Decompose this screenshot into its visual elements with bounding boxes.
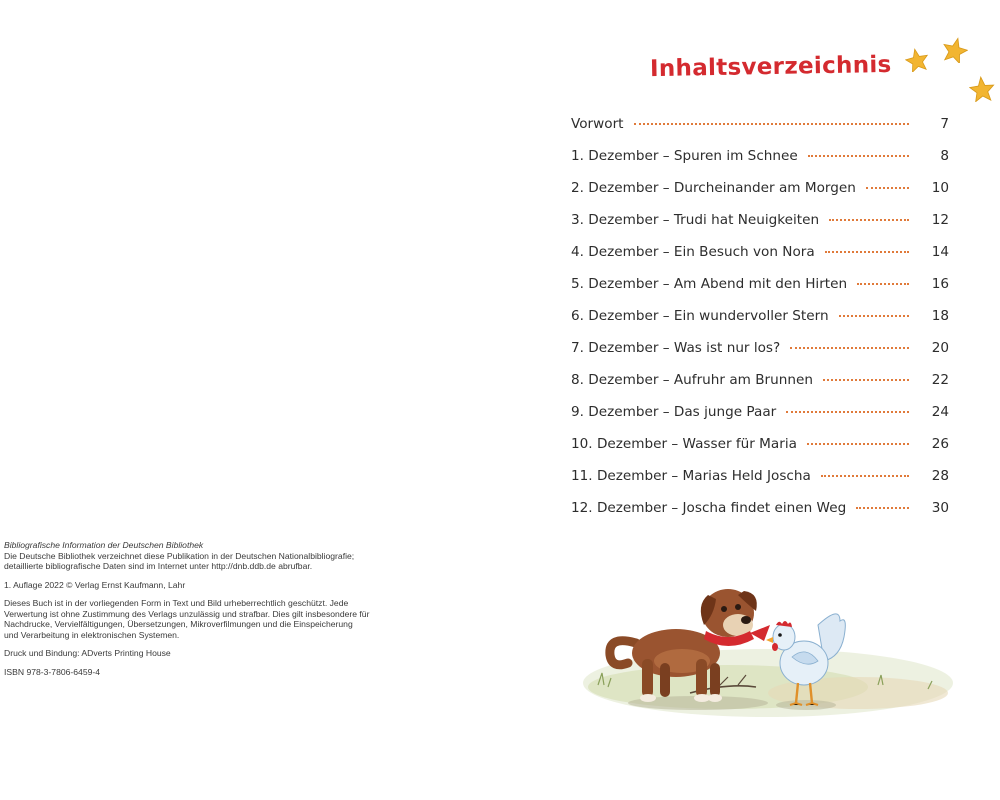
copyright-line: und Verarbeitung in elektronischen Systemen. xyxy=(4,629,180,640)
toc-entry-page: 18 xyxy=(931,308,949,324)
toc-entry xyxy=(571,340,949,372)
edition-line: 1. Auflage 2022 © Verlag Ernst Kaufmann, Lahr xyxy=(4,579,186,590)
toc-entry-page: 24 xyxy=(931,404,949,420)
toc-entry xyxy=(571,436,949,468)
toc-entry-page: 14 xyxy=(931,244,949,260)
toc-entry-label: 5. Dezember – Am Abend mit den Hirten xyxy=(571,276,848,292)
toc-entry-page: 8 xyxy=(940,148,949,164)
toc-entry xyxy=(571,276,949,308)
toc-dot-leader xyxy=(856,506,909,509)
toc-entry-page: 22 xyxy=(931,372,949,388)
toc-entry-page: 16 xyxy=(931,276,949,292)
toc-entry xyxy=(571,116,949,148)
toc-entry-label: 12. Dezember – Joscha findet einen Weg xyxy=(571,500,847,516)
toc-entry-page: 20 xyxy=(931,340,949,356)
toc-entry-label: 4. Dezember – Ein Besuch von Nora xyxy=(571,244,815,260)
toc-title: Inhaltsverzeichnis xyxy=(649,51,892,83)
toc-entry-label: 8. Dezember – Aufruhr am Brunnen xyxy=(571,372,813,388)
print-line: Druck und Bindung: ADverts Printing House xyxy=(4,648,171,658)
toc-dot-leader xyxy=(821,474,909,477)
toc-dot-leader xyxy=(808,154,909,157)
toc-entry xyxy=(571,500,949,532)
toc-entry xyxy=(571,468,949,500)
toc-entry-page: 12 xyxy=(931,212,949,228)
toc-entry xyxy=(571,244,949,276)
bibliographic-info-line: Die Deutsche Bibliothek verzeichnet diese Publikation in der Deutschen Nationalbibliografie; xyxy=(4,550,355,561)
copyright-line: Nachdrucke, Vervielfältigungen, Übersetzungen, Mikroverfilmungen und die Einspeicherung xyxy=(4,619,353,629)
copyright-notice xyxy=(4,598,424,640)
star-icon xyxy=(905,48,929,72)
copyright-line: Dieses Buch ist in der vorliegenden Form in Text und Bild urheberrechtlich geschützt. Jede xyxy=(4,598,349,608)
toc-dot-leader xyxy=(866,186,909,189)
toc-entry-page: 30 xyxy=(931,500,949,516)
toc-dot-leader xyxy=(790,346,909,349)
toc-entry xyxy=(571,148,949,180)
copyright-line: Verwertung ist ohne Zustimmung des Verlags unzulässig und strafbar. Dies gilt insbesondere für xyxy=(4,608,370,619)
isbn-line: ISBN 978-3-7806-6459-4 xyxy=(4,666,101,677)
toc-entry-label: Vorwort xyxy=(571,116,624,132)
toc-entry xyxy=(571,372,949,404)
toc-dot-leader xyxy=(823,378,909,381)
toc-dot-leader xyxy=(857,282,909,285)
star-icon xyxy=(942,37,968,63)
toc-dot-leader xyxy=(825,250,909,253)
toc-dot-leader xyxy=(634,122,909,125)
star-icon xyxy=(969,76,995,102)
toc-entry xyxy=(571,180,949,212)
toc-entry-label: 6. Dezember – Ein wundervoller Stern xyxy=(571,308,829,324)
toc-entry-page: 10 xyxy=(931,180,949,196)
toc-entry-label: 11. Dezember – Marias Held Joscha xyxy=(571,468,811,484)
toc-entry-label: 9. Dezember – Das junge Paar xyxy=(571,404,777,420)
toc-entry xyxy=(571,404,949,436)
toc-entry-label: 7. Dezember – Was ist nur los? xyxy=(571,340,781,356)
toc-dot-leader xyxy=(839,314,909,317)
toc-entry-page: 26 xyxy=(931,436,949,452)
toc-dot-leader xyxy=(807,442,909,445)
toc-entry-label: 2. Dezember – Durcheinander am Morgen xyxy=(571,180,856,196)
toc-entry-page: 7 xyxy=(940,116,949,132)
table-of-contents xyxy=(571,116,949,532)
toc-dot-leader xyxy=(786,410,909,413)
toc-dot-leader xyxy=(829,218,909,221)
toc-entry-page: 28 xyxy=(931,468,949,484)
bibliographic-info xyxy=(4,540,424,572)
dog-and-chicken-illustration xyxy=(578,565,958,745)
toc-entry xyxy=(571,308,949,340)
toc-entry-label: 3. Dezember – Trudi hat Neuigkeiten xyxy=(571,212,820,228)
toc-entry-label: 1. Dezember – Spuren im Schnee xyxy=(571,148,798,164)
toc-entry-label: 10. Dezember – Wasser für Maria xyxy=(571,436,797,452)
bibliographic-info-line: detaillierte bibliografische Daten sind im Internet unter http://dnb.ddb.de abrufbar. xyxy=(4,561,313,571)
imprint-block xyxy=(4,540,424,685)
toc-entry xyxy=(571,212,949,244)
bibliographic-info-title: Bibliografische Information der Deutschen Bibliothek xyxy=(4,540,204,550)
